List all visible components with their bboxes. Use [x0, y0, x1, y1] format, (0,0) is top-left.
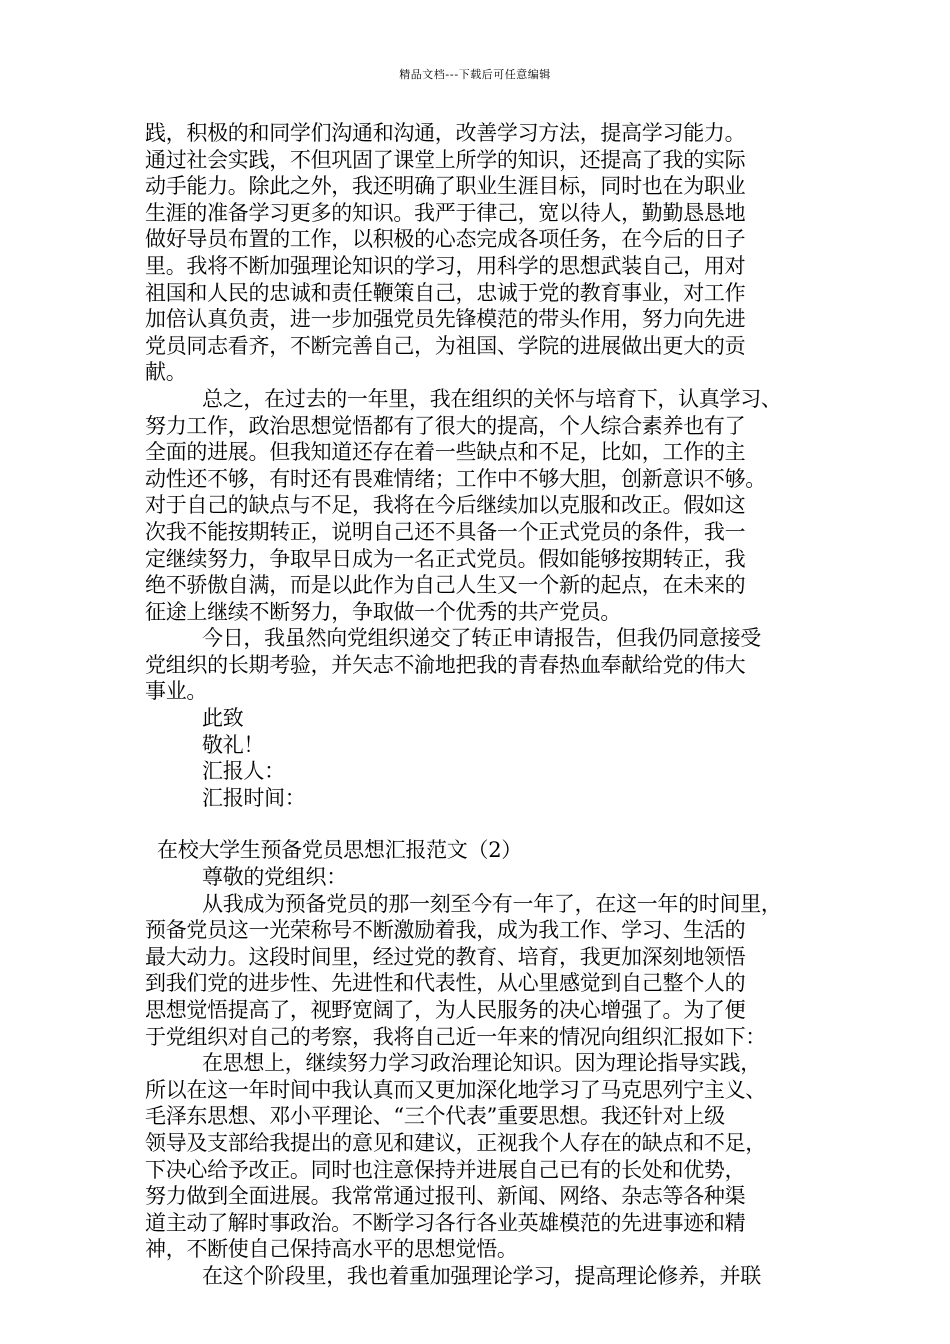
text-line: 定继续努力，争取早日成为一名正式党员。假如能够按期转正，我	[145, 546, 746, 571]
text-line: 加倍认真负责，进一步加强党员先锋模范的带头作用，努力向先进	[145, 307, 746, 332]
text-line: 次我不能按期转正，说明自己还不具备一个正式党员的条件，我一	[145, 519, 746, 544]
blank-line	[145, 811, 825, 837]
text-line: 敬礼！	[202, 732, 265, 757]
text-line: 领导及支部给我提出的意见和建议，正视我个人存在的缺点和不足，	[145, 1130, 766, 1155]
text-line: 在这个阶段里，我也着重加强理论学习，提高理论修养，并联	[202, 1263, 761, 1288]
text-line: 努力工作，政治思想觉悟都有了很大的提高，个人综合素养也有了	[145, 413, 746, 438]
text-line: 祖国和人民的忠诚和责任鞭策自己，忠诚于党的教育事业，对工作	[145, 280, 746, 305]
text-line: 尊敬的党组织：	[202, 865, 347, 890]
text-line: 动性还不够，有时还有畏难情绪；工作中不够大胆，创新意识不够。	[145, 466, 766, 491]
text-line: 献。	[145, 360, 187, 385]
section-title: 在校大学生预备党员思想汇报范文（2）	[157, 838, 522, 863]
text-line: 在思想上，继续努力学习政治理论知识。因为理论指导实践，	[202, 1051, 761, 1076]
text-line: 践，积极的和同学们沟通和沟通，改善学习方法，提高学习能力。	[145, 121, 746, 145]
text-line: 对于自己的缺点与不足，我将在今后继续加以克服和改正。假如这	[145, 493, 746, 518]
text-line: 汇报人：	[202, 759, 285, 784]
text-line: 道主动了解时事政治。不断学习各行各业英雄模范的先进事迹和精	[145, 1210, 746, 1235]
page-header: 精品文档---下载后可任意编辑	[399, 68, 551, 81]
text-line: 党组织的长期考验，并矢志不渝地把我的青春热血奉献给党的伟大	[145, 652, 746, 677]
text-line: 做好导员布置的工作，以积极的心态完成各项任务，在今后的日子	[145, 227, 746, 252]
text-line: 毛泽东思想、邓小平理论、“三个代表”重要思想。我还针对上级	[145, 1104, 725, 1129]
text-line: 思想觉悟提高了，视野宽阔了，为人民服务的决心增强了。为了便	[145, 998, 746, 1022]
text-line: 预备党员这一光荣称号不断激励着我，成为我工作、学习、生活的	[145, 918, 746, 943]
document-body	[145, 120, 825, 1290]
text-line: 今日，我虽然向党组织递交了转正申请报告，但我仍同意接受	[202, 626, 761, 651]
text-line: 到我们党的进步性、先进性和代表性，从心里感觉到自己整个人的	[145, 971, 746, 996]
text-line: 总之，在过去的一年里，我在组织的关怀与培育下，认真学习、	[202, 386, 782, 411]
text-line: 努力做到全面进展。我常常通过报刊、新闻、网络、杂志等各种渠	[145, 1184, 746, 1209]
text-line: 通过社会实践，不但巩固了课堂上所学的知识，还提高了我的实际	[145, 147, 746, 172]
text-line: 事业。	[145, 679, 208, 704]
text-line: 动手能力。除此之外，我还明确了职业生涯目标，同时也在为职业	[145, 174, 746, 199]
text-line: 于党组织对自己的考察，我将自己近一年来的情况向组织汇报如下：	[145, 1024, 766, 1049]
text-line: 党员同志看齐，不断完善自己，为祖国、学院的进展做出更大的贡	[145, 333, 746, 358]
text-line: 从我成为预备党员的那一刻至今有一年了，在这一年的时间里，	[202, 891, 782, 916]
text-line: 神，不断使自己保持高水平的思想觉悟。	[145, 1237, 518, 1262]
text-line: 绝不骄傲自满，而是以此作为自己人生又一个新的起点，在未来的	[145, 573, 746, 598]
text-line: 下决心给予改正。同时也注意保持并进展自己已有的长处和优势，	[145, 1157, 746, 1182]
text-line: 所以在这一年时间中我认真而又更加深化地学习了马克思列宁主义、	[145, 1077, 766, 1102]
text-line: 里。我将不断加强理论知识的学习，用科学的思想武装自己，用对	[145, 253, 746, 278]
text-line: 此致	[202, 706, 244, 731]
text-line: 征途上继续不断努力，争取做一个优秀的共产党员。	[145, 599, 622, 624]
text-line: 生涯的准备学习更多的知识。我严于律己，宽以待人，勤勤恳恳地	[145, 200, 746, 225]
text-line: 汇报时间：	[202, 785, 306, 810]
text-line: 全面的进展。但我知道还存在着一些缺点和不足，比如，工作的主	[145, 440, 746, 465]
text-line: 最大动力。这段时间里，经过党的教育、培育，我更加深刻地领悟	[145, 944, 746, 969]
